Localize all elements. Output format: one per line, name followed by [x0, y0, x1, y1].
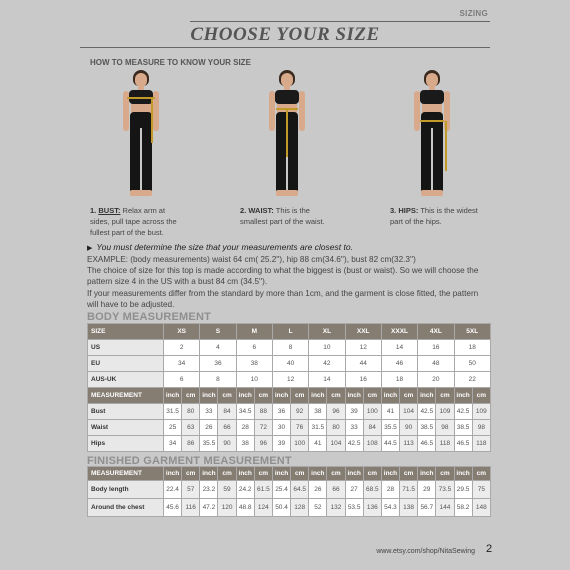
unit-cell: cm [291, 388, 309, 404]
table-cell: 30 [272, 420, 290, 436]
table-cell: 113 [400, 436, 418, 452]
table-cell: 40 [272, 356, 308, 372]
row-label: Body length [88, 481, 164, 499]
shop-url: www.etsy.com/shop/NitaSewing [376, 548, 475, 555]
table-cell: 63 [182, 420, 200, 436]
measurement-header: MEASUREMENT [88, 467, 164, 481]
table-cell: 39 [345, 404, 363, 420]
table-cell: 8 [200, 372, 236, 388]
table-cell: 120 [218, 499, 236, 517]
table-cell: 72 [254, 420, 272, 436]
table-cell: 73.5 [436, 481, 454, 499]
table-cell: 25.4 [272, 481, 290, 499]
table-cell: 31.5 [309, 420, 327, 436]
table-cell: 36 [272, 404, 290, 420]
unit-cell: cm [182, 388, 200, 404]
unit-cell: cm [218, 388, 236, 404]
table-cell: 33 [200, 404, 218, 420]
row-label: EU [88, 356, 164, 372]
table-row [88, 481, 491, 499]
table-row [88, 404, 491, 420]
table-cell: 90 [218, 436, 236, 452]
table-cell: 86 [182, 436, 200, 452]
table-cell: 18 [454, 340, 491, 356]
unit-cell: inch [345, 388, 363, 404]
waist-figure-image [264, 70, 310, 198]
table-cell: 38.5 [454, 420, 472, 436]
table-cell: 26 [200, 420, 218, 436]
body-measurement-title: BODY MEASUREMENT [87, 311, 212, 323]
row-label: US [88, 340, 164, 356]
unit-cell: inch [272, 388, 290, 404]
table-cell: 12 [272, 372, 308, 388]
unit-cell: cm [327, 467, 345, 481]
table-row [88, 499, 491, 517]
unit-cell: cm [291, 467, 309, 481]
table-cell: 18 [381, 372, 417, 388]
size-header: SIZE [88, 324, 164, 340]
unit-cell: inch [309, 388, 327, 404]
adjust-paragraph: If your measurements differ from the standard by more than 1cm, and the garment is close fitted, the pattern will have to be adjusted. [87, 289, 479, 309]
triangle-bullet-icon: ▶ [87, 245, 93, 252]
table-cell: 57 [182, 481, 200, 499]
table-cell: 80 [327, 420, 345, 436]
table-row [88, 324, 491, 340]
table-cell: 6 [164, 372, 200, 388]
title-rule [80, 47, 490, 48]
table-cell: 76 [291, 420, 309, 436]
table-cell: 20 [418, 372, 454, 388]
row-label: AUS-UK [88, 372, 164, 388]
table-cell: 92 [291, 404, 309, 420]
table-cell: 42.5 [418, 404, 436, 420]
table-cell: 58.2 [454, 499, 472, 517]
table-cell: 100 [291, 436, 309, 452]
unit-cell: inch [236, 388, 254, 404]
table-cell: 84 [363, 420, 381, 436]
table-cell: 124 [254, 499, 272, 517]
table-cell: 41 [381, 404, 399, 420]
table-cell: 128 [291, 499, 309, 517]
unit-cell: inch [164, 388, 182, 404]
table-cell: 29.5 [454, 481, 472, 499]
table-cell: 50 [454, 356, 491, 372]
table-cell: 28 [236, 420, 254, 436]
table-cell: 38 [236, 356, 272, 372]
unit-cell: inch [418, 388, 436, 404]
body-measurement-table [87, 323, 491, 452]
table-cell: 8 [272, 340, 308, 356]
table-cell: 27 [345, 481, 363, 499]
table-cell: 38.5 [418, 420, 436, 436]
table-row [88, 340, 491, 356]
table-cell: 42.5 [454, 404, 472, 420]
table-cell: 16 [345, 372, 381, 388]
unit-cell: cm [218, 467, 236, 481]
table-cell: 6 [236, 340, 272, 356]
table-cell: 41 [309, 436, 327, 452]
table-cell: 136 [363, 499, 381, 517]
example-paragraph: EXAMPLE: (body measurements) waist 64 cm( 25.2''), hip 88 cm(34.6''), bust 82 cm(32.3'') [87, 255, 416, 264]
unit-cell: cm [472, 388, 490, 404]
table-cell: 24.2 [236, 481, 254, 499]
row-label: Waist [88, 420, 164, 436]
table-cell: 31.5 [164, 404, 182, 420]
table-cell: 42 [309, 356, 345, 372]
table-cell: 53.5 [345, 499, 363, 517]
hips-figure-image [409, 70, 455, 198]
unit-cell: inch [418, 467, 436, 481]
table-cell: 22.4 [164, 481, 182, 499]
table-row [88, 372, 491, 388]
unit-cell: inch [381, 388, 399, 404]
size-header-cell: XXXL [381, 324, 417, 340]
table-cell: 84 [218, 404, 236, 420]
row-label: Bust [88, 404, 164, 420]
size-header-cell: 5XL [454, 324, 491, 340]
table-cell: 48 [418, 356, 454, 372]
unit-cell: cm [363, 388, 381, 404]
table-cell: 66 [218, 420, 236, 436]
table-cell: 56.7 [418, 499, 436, 517]
size-header-cell: L [272, 324, 308, 340]
table-row [88, 467, 491, 481]
measurement-header: MEASUREMENT [88, 388, 164, 404]
table-cell: 35.5 [200, 436, 218, 452]
notice-text: ▶ You must determine the size that your measurements are closest to. [87, 242, 353, 252]
unit-cell: inch [200, 467, 218, 481]
unit-cell: inch [272, 467, 290, 481]
row-label: Around the chest [88, 499, 164, 517]
top-rule [190, 21, 490, 22]
table-cell: 45.6 [164, 499, 182, 517]
unit-cell: cm [436, 388, 454, 404]
table-cell: 38 [309, 404, 327, 420]
table-cell: 34 [164, 436, 182, 452]
row-label: Hips [88, 436, 164, 452]
table-cell: 96 [254, 436, 272, 452]
unit-cell: cm [254, 467, 272, 481]
table-cell: 61.5 [254, 481, 272, 499]
unit-cell: cm [254, 388, 272, 404]
table-cell: 116 [182, 499, 200, 517]
table-cell: 34.5 [236, 404, 254, 420]
how-to-heading: HOW TO MEASURE TO KNOW YOUR SIZE [90, 58, 251, 67]
size-header-cell: M [236, 324, 272, 340]
table-cell: 100 [363, 404, 381, 420]
waist-caption: 2. WAIST: This is the smallest part of the waist. [240, 206, 325, 226]
size-header-cell: 4XL [418, 324, 454, 340]
table-cell: 108 [363, 436, 381, 452]
unit-cell: inch [236, 467, 254, 481]
table-cell: 71.5 [400, 481, 418, 499]
table-cell: 33 [345, 420, 363, 436]
table-cell: 46.5 [418, 436, 436, 452]
bust-figure-image [118, 70, 164, 198]
table-cell: 64.5 [291, 481, 309, 499]
table-cell: 10 [309, 340, 345, 356]
table-cell: 59 [218, 481, 236, 499]
table-row [88, 420, 491, 436]
table-row [88, 388, 491, 404]
table-cell: 10 [236, 372, 272, 388]
table-row [88, 356, 491, 372]
unit-cell: inch [309, 467, 327, 481]
unit-cell: inch [454, 467, 472, 481]
table-cell: 96 [327, 404, 345, 420]
table-cell: 44 [345, 356, 381, 372]
table-cell: 44.5 [381, 436, 399, 452]
table-cell: 35.5 [381, 420, 399, 436]
table-cell: 38 [236, 436, 254, 452]
table-cell: 88 [254, 404, 272, 420]
table-cell: 34 [164, 356, 200, 372]
unit-cell: cm [436, 467, 454, 481]
table-cell: 22 [454, 372, 491, 388]
table-cell: 50.4 [272, 499, 290, 517]
size-header-cell: XXL [345, 324, 381, 340]
section-tag: SIZING [459, 9, 488, 18]
table-cell: 23.2 [200, 481, 218, 499]
unit-cell: cm [400, 467, 418, 481]
table-cell: 46.5 [454, 436, 472, 452]
table-cell: 26 [309, 481, 327, 499]
table-cell: 98 [436, 420, 454, 436]
table-cell: 104 [327, 436, 345, 452]
unit-cell: inch [164, 467, 182, 481]
size-header-cell: XS [164, 324, 200, 340]
page-number: 2 [486, 543, 493, 555]
page-title: CHOOSE YOUR SIZE [190, 24, 380, 45]
table-cell: 68.5 [363, 481, 381, 499]
hips-caption: 3. HIPS: This is the widest part of the hips. [390, 206, 478, 226]
table-cell: 90 [400, 420, 418, 436]
table-cell: 28 [381, 481, 399, 499]
table-cell: 52 [309, 499, 327, 517]
table-cell: 148 [472, 499, 490, 517]
table-cell: 42.5 [345, 436, 363, 452]
table-cell: 39 [272, 436, 290, 452]
table-cell: 144 [436, 499, 454, 517]
table-cell: 80 [182, 404, 200, 420]
table-cell: 98 [472, 420, 490, 436]
table-row [88, 436, 491, 452]
table-cell: 66 [327, 481, 345, 499]
table-cell: 118 [436, 436, 454, 452]
table-cell: 104 [400, 404, 418, 420]
table-cell: 54.3 [381, 499, 399, 517]
unit-cell: cm [400, 388, 418, 404]
table-cell: 36 [200, 356, 236, 372]
table-cell: 109 [436, 404, 454, 420]
table-cell: 16 [418, 340, 454, 356]
table-cell: 75 [472, 481, 490, 499]
table-cell: 29 [418, 481, 436, 499]
unit-cell: cm [327, 388, 345, 404]
table-cell: 132 [327, 499, 345, 517]
table-cell: 4 [200, 340, 236, 356]
size-header-cell: S [200, 324, 236, 340]
table-cell: 12 [345, 340, 381, 356]
choice-paragraph: The choice of size for this top is made according to what the biggest is (bust or waist). So we will choose the pattern size 4 in the US with a bust 84 cm (34.5''). [87, 266, 479, 286]
size-header-cell: XL [309, 324, 345, 340]
unit-cell: inch [454, 388, 472, 404]
unit-cell: inch [381, 467, 399, 481]
table-cell: 46 [381, 356, 417, 372]
finished-garment-table [87, 466, 491, 517]
unit-cell: inch [345, 467, 363, 481]
table-cell: 25 [164, 420, 182, 436]
table-cell: 14 [381, 340, 417, 356]
table-cell: 48.8 [236, 499, 254, 517]
table-cell: 138 [400, 499, 418, 517]
bust-caption: 1. BUST: Relax arm at sides, pull tape across the fullest part of the bust. [90, 206, 177, 237]
table-cell: 109 [472, 404, 490, 420]
unit-cell: cm [363, 467, 381, 481]
unit-cell: inch [200, 388, 218, 404]
table-cell: 47.2 [200, 499, 218, 517]
unit-cell: cm [182, 467, 200, 481]
table-cell: 14 [309, 372, 345, 388]
unit-cell: cm [472, 467, 490, 481]
finished-garment-title: FINISHED GARMENT MEASUREMENT [87, 455, 292, 467]
table-cell: 2 [164, 340, 200, 356]
table-cell: 118 [472, 436, 490, 452]
